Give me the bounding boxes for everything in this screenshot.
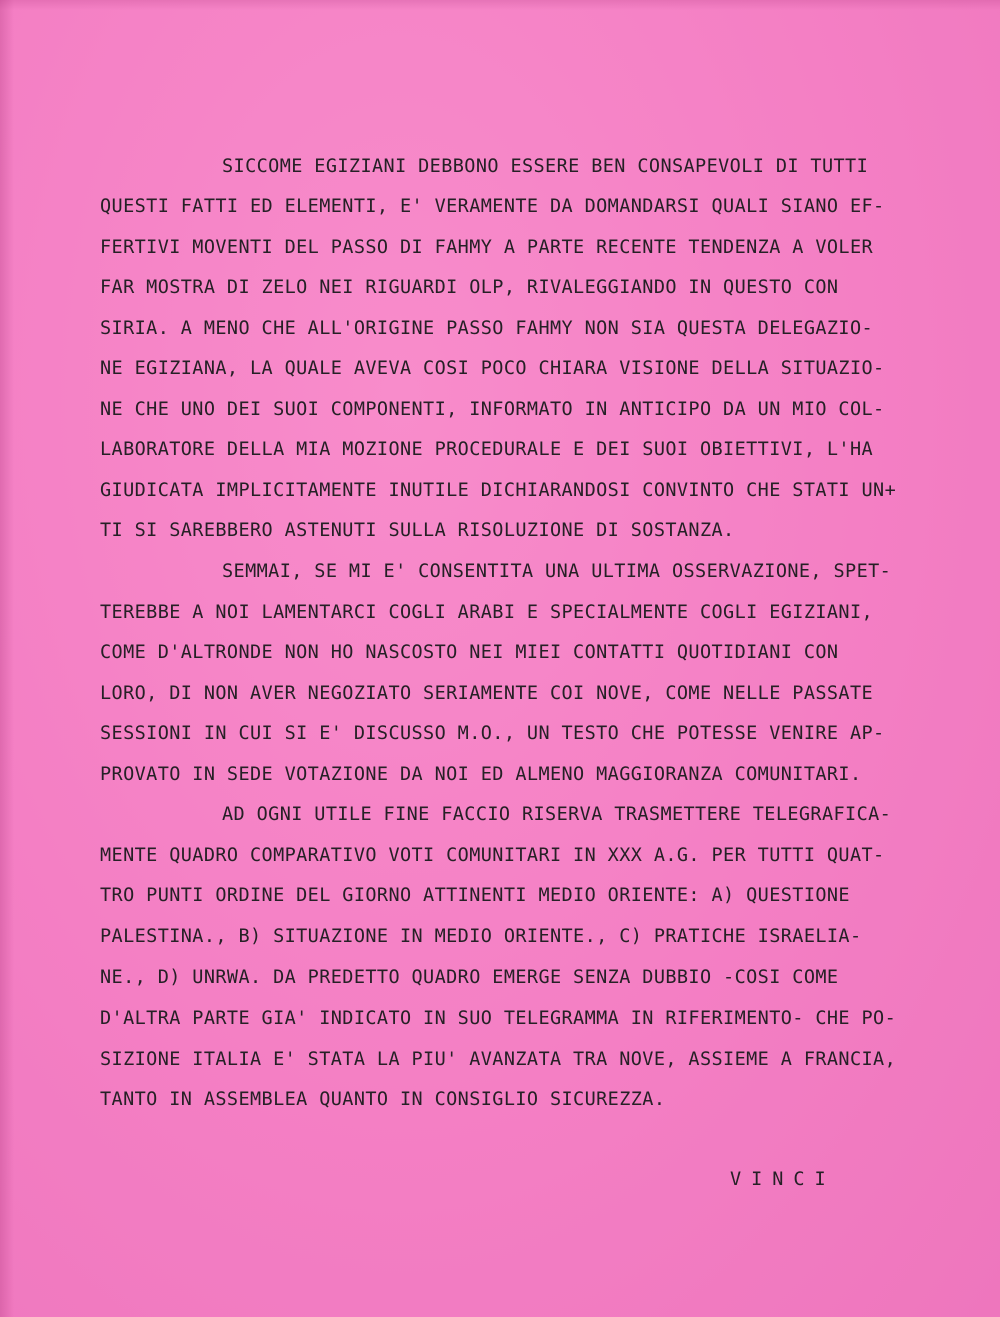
text-line: COME D'ALTRONDE NON HO NASCOSTO NEI MIEI CONTATTI QUOTIDIANI CON — [100, 642, 839, 663]
text-line: GIUDICATA IMPLICITAMENTE INUTILE DICHIARANDOSI CONVINTO CHE STATI UN+ — [100, 480, 897, 501]
text-line: PALESTINA., B) SITUAZIONE IN MEDIO ORIENTE., C) PRATICHE ISRAELIA- — [100, 926, 862, 947]
text-line: TRO PUNTI ORDINE DEL GIORNO ATTINENTI MEDIO ORIENTE: A) QUESTIONE — [100, 885, 850, 906]
text-line: TEREBBE A NOI LAMENTARCI COGLI ARABI E SPECIALMENTE COGLI EGIZIANI, — [100, 602, 874, 623]
text-line: SIRIA. A MENO CHE ALL'ORIGINE PASSO FAHMY NON SIA QUESTA DELEGAZIO- — [100, 318, 874, 339]
text-line: SEMMAI, SE MI E' CONSENTITA UNA ULTIMA OSSERVAZIONE, SPET- — [222, 561, 892, 582]
text-line: NE EGIZIANA, LA QUALE AVEVA COSI POCO CHIARA VISIONE DELLA SITUAZIO- — [100, 358, 885, 379]
text-line: SIZIONE ITALIA E' STATA LA PIU' AVANZATA TRA NOVE, ASSIEME A FRANCIA, — [100, 1049, 897, 1070]
text-line: SESSIONI IN CUI SI E' DISCUSSO M.O., UN TESTO CHE POTESSE VENIRE AP- — [100, 723, 885, 744]
text-line: FERTIVI MOVENTI DEL PASSO DI FAHMY A PARTE RECENTE TENDENZA A VOLER — [100, 237, 874, 258]
text-line: LORO, DI NON AVER NEGOZIATO SERIAMENTE COI NOVE, COME NELLE PASSATE — [100, 683, 874, 704]
text-line: TI SI SAREBBERO ASTENUTI SULLA RISOLUZIONE DI SOSTANZA. — [100, 520, 735, 541]
signature: VINCI — [730, 1169, 836, 1190]
text-line: SICCOME EGIZIANI DEBBONO ESSERE BEN CONSAPEVOLI DI TUTTI — [222, 156, 869, 177]
text-line: AD OGNI UTILE FINE FACCIO RISERVA TRASMETTERE TELEGRAFICA- — [222, 804, 892, 825]
paper-top-shadow — [0, 0, 1000, 10]
text-line: FAR MOSTRA DI ZELO NEI RIGUARDI OLP, RIVALEGGIANDO IN QUESTO CON — [100, 277, 839, 298]
text-line: MENTE QUADRO COMPARATIVO VOTI COMUNITARI IN XXX A.G. PER TUTTI QUAT- — [100, 845, 885, 866]
text-line: D'ALTRA PARTE GIA' INDICATO IN SUO TELEGRAMMA IN RIFERIMENTO- CHE PO- — [100, 1008, 897, 1029]
text-line: TANTO IN ASSEMBLEA QUANTO IN CONSIGLIO SICUREZZA. — [100, 1089, 666, 1110]
text-line: NE CHE UNO DEI SUOI COMPONENTI, INFORMATO IN ANTICIPO DA UN MIO COL- — [100, 399, 885, 420]
text-line: NE., D) UNRWA. DA PREDETTO QUADRO EMERGE SENZA DUBBIO -COSI COME — [100, 967, 839, 988]
text-line: PROVATO IN SEDE VOTAZIONE DA NOI ED ALMENO MAGGIORANZA COMUNITARI. — [100, 764, 862, 785]
paper-edge-shadow — [0, 0, 14, 1317]
text-line: LABORATORE DELLA MIA MOZIONE PROCEDURALE E DEI SUOI OBIETTIVI, L'HA — [100, 439, 874, 460]
text-line: QUESTI FATTI ED ELEMENTI, E' VERAMENTE DA DOMANDARSI QUALI SIANO EF- — [100, 196, 885, 217]
